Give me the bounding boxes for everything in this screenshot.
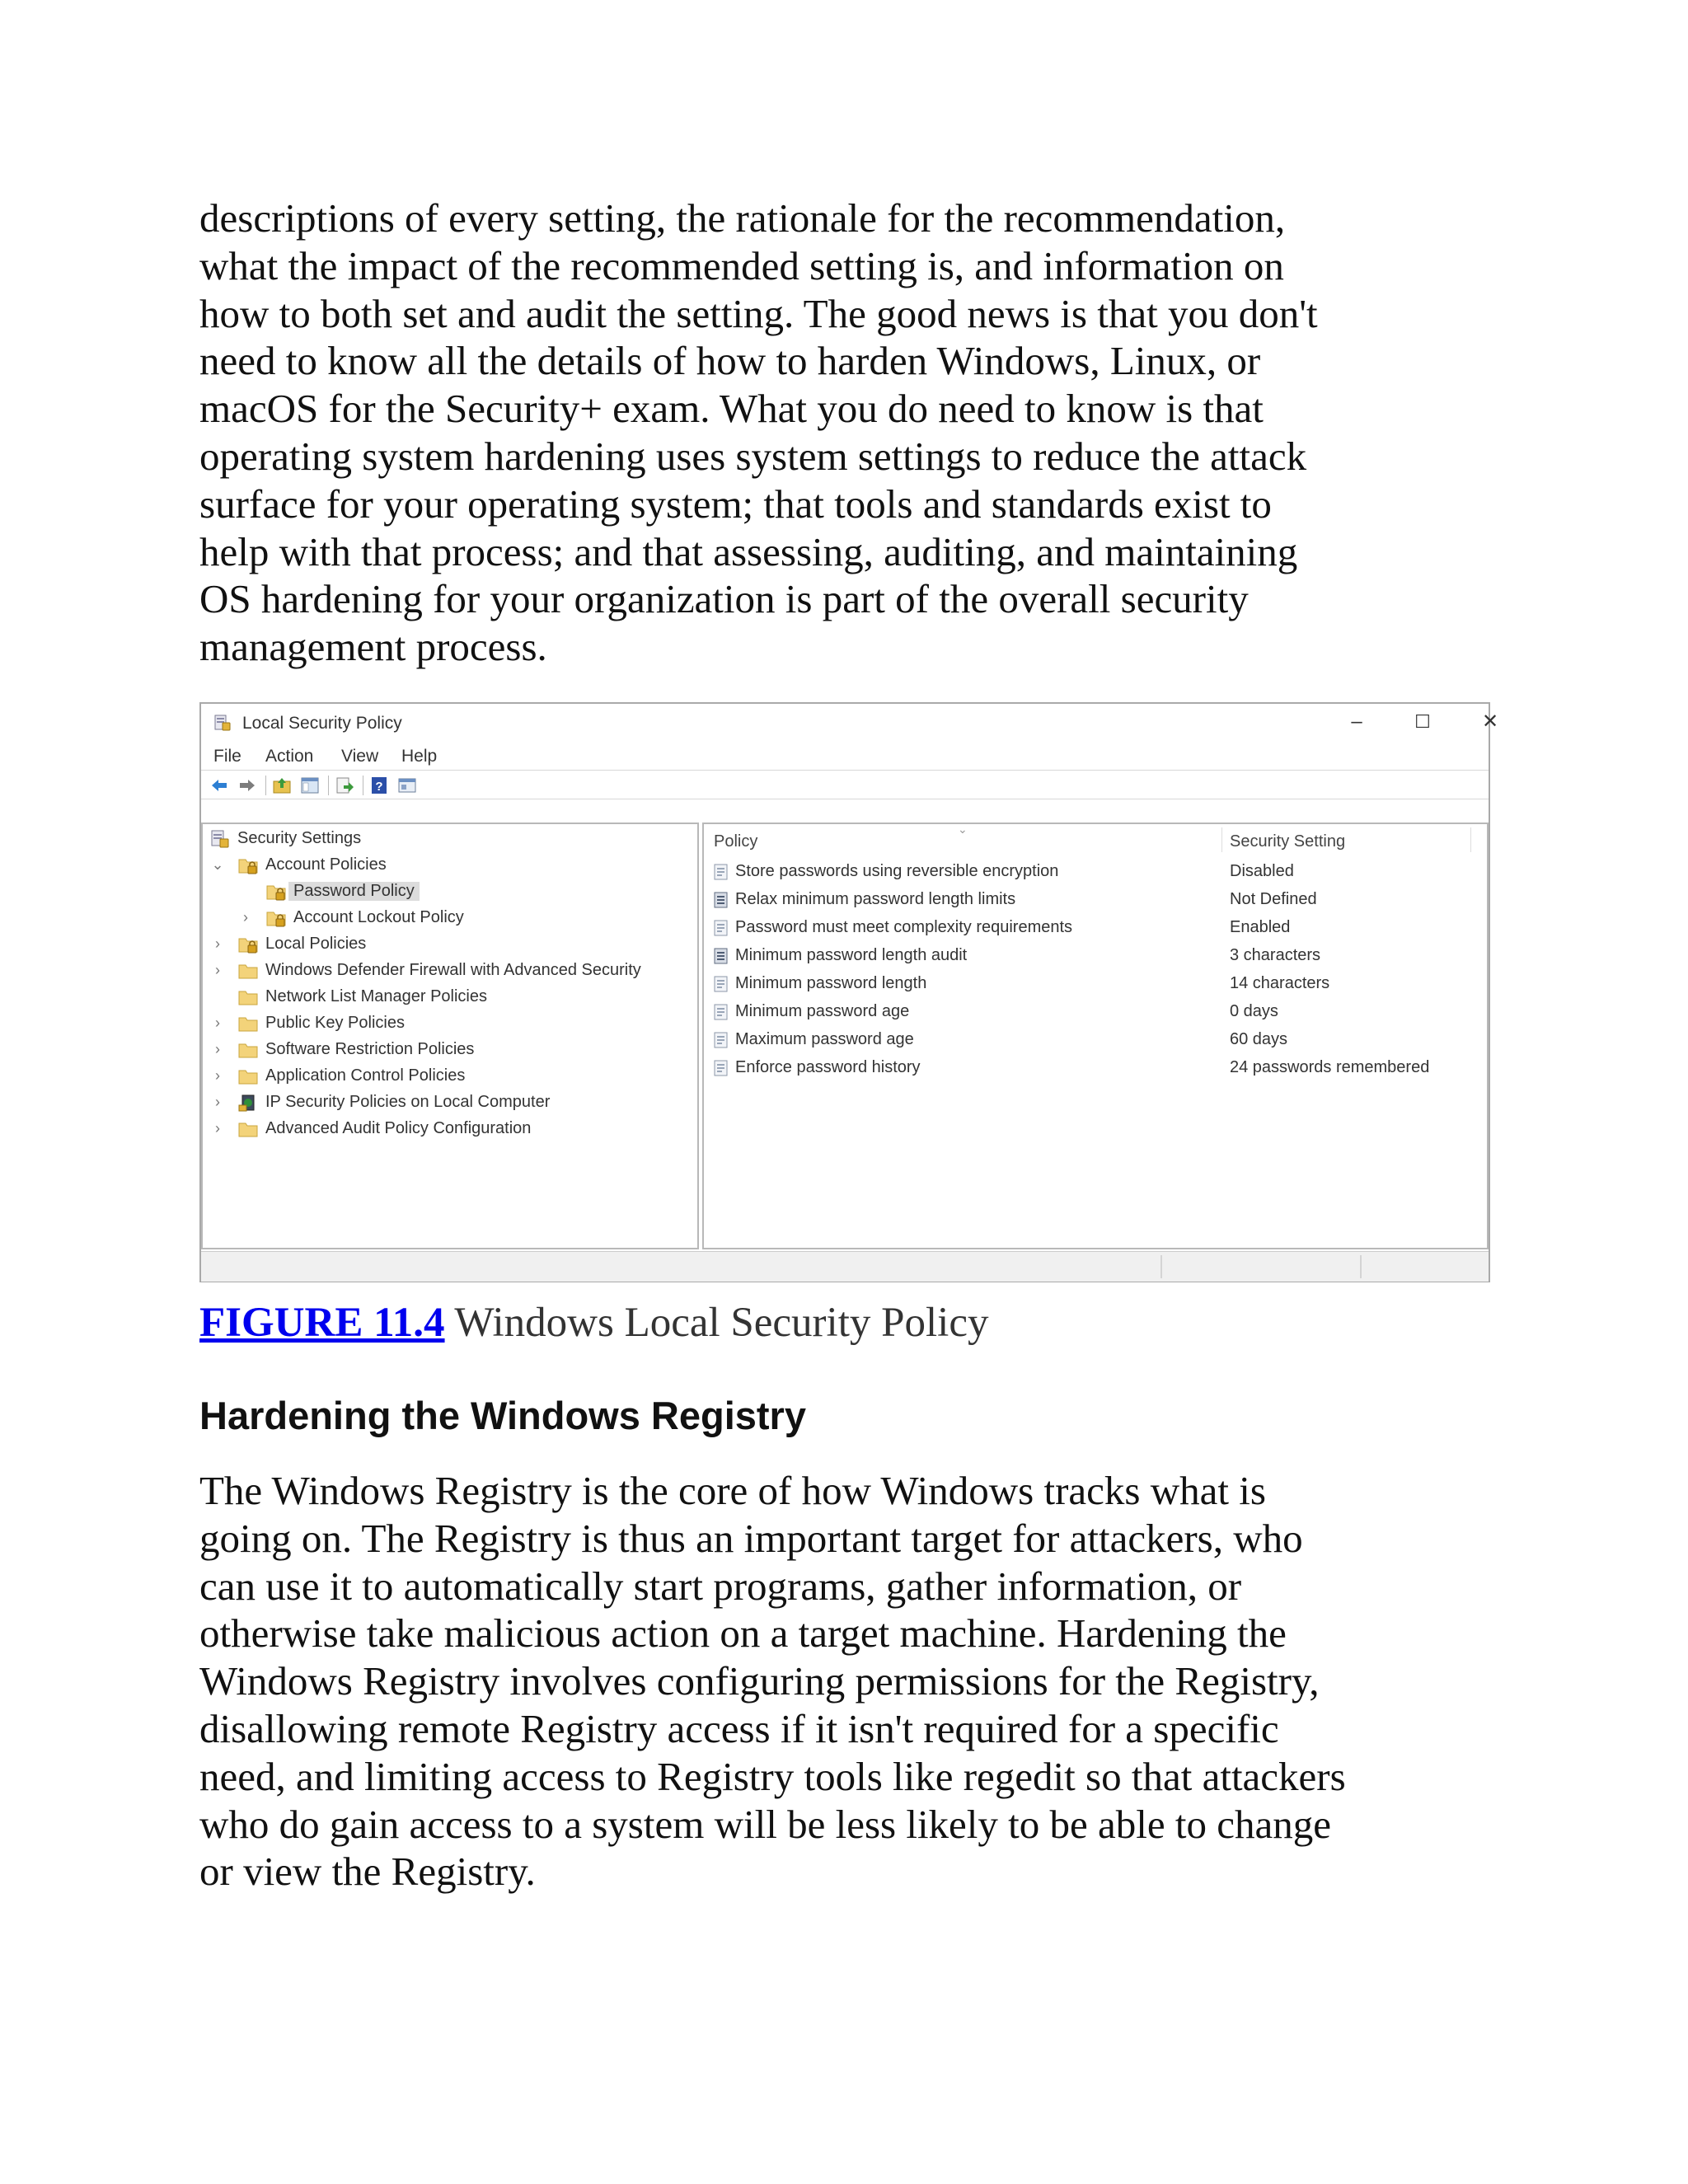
policy-setting-value: Disabled (1230, 862, 1294, 880)
tree-item-label: Windows Defender Firewall with Advanced Security (265, 961, 641, 979)
text-line: disallowing remote Registry access if it isn't required for a specific (199, 1705, 1279, 1751)
security-policy-icon (213, 714, 232, 732)
figure-caption-text: Windows Local Security Policy (444, 1300, 989, 1346)
security-policy-icon (209, 829, 231, 849)
policy-name: Maximum password age (735, 1030, 914, 1048)
folder-icon (237, 1119, 259, 1139)
export-list-icon[interactable] (335, 776, 354, 795)
properties-icon[interactable] (397, 776, 417, 795)
maximize-button[interactable]: ☐ (1414, 711, 1431, 732)
folder-icon (237, 961, 259, 981)
chevron-right-icon[interactable]: › (215, 962, 220, 978)
title-bar (201, 704, 1499, 740)
column-header-policy[interactable]: Policy (714, 832, 758, 851)
policy-setting-icon (712, 975, 730, 993)
locked-folder-icon (237, 935, 259, 954)
column-header-security-setting[interactable]: Security Setting (1230, 832, 1346, 851)
policy-setting-value: 24 passwords remembered (1230, 1058, 1430, 1076)
menu-help[interactable]: Help (401, 747, 438, 766)
text-line: or view the Registry. (199, 1849, 536, 1895)
policy-setting-icon (712, 919, 730, 937)
text-line: descriptions of every setting, the rationale for the recommendation, (199, 195, 1286, 241)
folder-icon (237, 1040, 259, 1060)
policy-setting-value: 14 characters (1230, 974, 1330, 992)
figure-caption (199, 1299, 988, 1347)
tree-item-label: Network List Manager Policies (265, 987, 487, 1005)
policy-row[interactable] (712, 888, 1479, 913)
intro-paragraph (199, 194, 1518, 671)
sort-caret-icon: ⌄ (958, 823, 968, 836)
policy-row[interactable] (712, 916, 1479, 941)
tree-item-label: IP Security Policies on Local Computer (265, 1093, 551, 1111)
toolbar (201, 770, 1489, 799)
text-line: management process. (199, 624, 547, 670)
toolbar-separator (265, 776, 266, 795)
text-line: what the impact of the recommended setting is, and information on (199, 242, 1284, 288)
policy-name: Minimum password length (735, 974, 927, 992)
chevron-right-icon[interactable]: › (215, 1015, 220, 1031)
policy-name: Relax minimum password length limits (735, 890, 1016, 908)
policy-setting-icon (712, 947, 730, 965)
policy-setting-icon (712, 1031, 730, 1049)
policy-name: Password must meet complexity requirements (735, 918, 1073, 936)
locked-folder-icon (265, 908, 287, 928)
tree-item-label: Software Restriction Policies (265, 1040, 475, 1058)
tree-item-label: Account Lockout Policy (293, 908, 464, 926)
text-line: can use it to automatically start programs, gather information, or (199, 1563, 1242, 1609)
menu-bar (201, 740, 1489, 770)
up-folder-icon[interactable] (272, 776, 292, 795)
tree-item-label: Local Policies (265, 935, 367, 953)
text-line: who do gain access to a system will be less likely to be able to change (199, 1801, 1332, 1847)
text-line: need to know all the details of how to harden Windows, Linux, or (199, 338, 1261, 384)
folder-icon (237, 1014, 259, 1033)
local-security-policy-window (199, 702, 1499, 1282)
status-bar-divider (1360, 1255, 1362, 1278)
folder-icon (237, 987, 259, 1007)
chevron-right-icon[interactable]: › (243, 909, 248, 926)
tree-item-label: Application Control Policies (265, 1066, 466, 1085)
close-button[interactable]: ✕ (1481, 710, 1499, 733)
text-line: operating system hardening uses system settings to reduce the attack (199, 433, 1307, 479)
minimize-button[interactable]: – (1351, 710, 1362, 733)
text-line: OS hardening for your organization is part of the overall security (199, 576, 1249, 622)
text-line: need, and limiting access to Registry tools like regedit so that attackers (199, 1753, 1346, 1799)
chevron-right-icon[interactable]: › (215, 1067, 220, 1084)
column-separator[interactable] (1470, 827, 1471, 852)
status-bar-divider (1160, 1255, 1162, 1278)
policy-setting-value: 3 characters (1230, 946, 1321, 964)
menu-file[interactable]: File (213, 747, 241, 766)
tree-item-label: Public Key Policies (265, 1014, 405, 1032)
chevron-right-icon[interactable]: › (215, 1120, 220, 1137)
text-line: going on. The Registry is thus an important target for attackers, who (199, 1515, 1303, 1561)
policy-setting-icon (712, 1003, 730, 1021)
tree-item-label: Account Policies (265, 855, 387, 874)
text-line: help with that process; and that assessing, auditing, and maintaining (199, 528, 1298, 574)
svg-text:?: ? (375, 780, 383, 794)
policy-row[interactable] (712, 860, 1479, 885)
policy-name: Minimum password age (735, 1002, 910, 1020)
chevron-right-icon[interactable]: › (215, 1041, 220, 1057)
policy-setting-icon (712, 891, 730, 909)
figure-link[interactable]: FIGURE 11.4 (199, 1300, 445, 1346)
show-hide-tree-icon[interactable] (300, 776, 320, 795)
chevron-right-icon[interactable]: › (215, 1094, 220, 1110)
policy-row[interactable] (712, 1029, 1479, 1053)
policy-row[interactable] (712, 1057, 1479, 1081)
policy-list-pane (702, 823, 1489, 1249)
tree-item-label: Advanced Audit Policy Configuration (265, 1119, 532, 1137)
text-line: how to both set and audit the setting. The good news is that you don't (199, 290, 1318, 336)
column-separator[interactable] (1221, 827, 1222, 852)
policy-setting-value: Enabled (1230, 918, 1291, 936)
registry-paragraph (199, 1467, 1518, 1896)
policy-name: Enforce password history (735, 1058, 921, 1076)
policy-setting-value: Not Defined (1230, 890, 1317, 908)
policy-row[interactable] (712, 972, 1479, 997)
policy-row[interactable] (712, 1001, 1479, 1025)
text-line: otherwise take malicious action on a target machine. Hardening the (199, 1610, 1287, 1657)
text-line: surface for your operating system; that tools and standards exist to (199, 480, 1272, 527)
text-line: Windows Registry involves configuring permissions for the Registry, (199, 1658, 1320, 1704)
policy-setting-icon (712, 1059, 730, 1077)
folder-icon (237, 1066, 259, 1086)
text-line: The Windows Registry is the core of how Windows tracks what is (199, 1468, 1266, 1513)
status-bar (201, 1251, 1489, 1282)
chevron-down-icon[interactable]: ⌄ (211, 856, 224, 873)
section-heading: Hardening the Windows Registry (199, 1394, 806, 1437)
policy-name: Minimum password length audit (735, 946, 968, 964)
menu-action[interactable]: Action (265, 747, 314, 766)
menu-view[interactable]: View (341, 747, 379, 766)
window-title: Local Security Policy (242, 714, 402, 733)
policy-setting-value: 60 days (1230, 1030, 1288, 1048)
tree-pane (201, 823, 699, 1249)
tree-item-label: Security Settings (237, 829, 362, 847)
policy-name: Store passwords using reversible encryption (735, 862, 1059, 880)
tree-item-label: Password Policy (288, 882, 420, 901)
back-arrow-icon[interactable] (209, 776, 229, 795)
ip-security-icon (237, 1093, 259, 1113)
text-line: macOS for the Security+ exam. What you do need to know is that (199, 386, 1264, 432)
policy-row[interactable] (712, 944, 1479, 969)
locked-folder-icon (265, 882, 287, 902)
policy-setting-value: 0 days (1230, 1002, 1278, 1020)
toolbar-separator (328, 776, 329, 795)
help-icon[interactable] (369, 776, 389, 795)
forward-arrow-icon[interactable] (237, 776, 257, 795)
chevron-right-icon[interactable]: › (215, 935, 220, 952)
policy-setting-icon (712, 863, 730, 881)
locked-folder-icon (237, 855, 259, 875)
